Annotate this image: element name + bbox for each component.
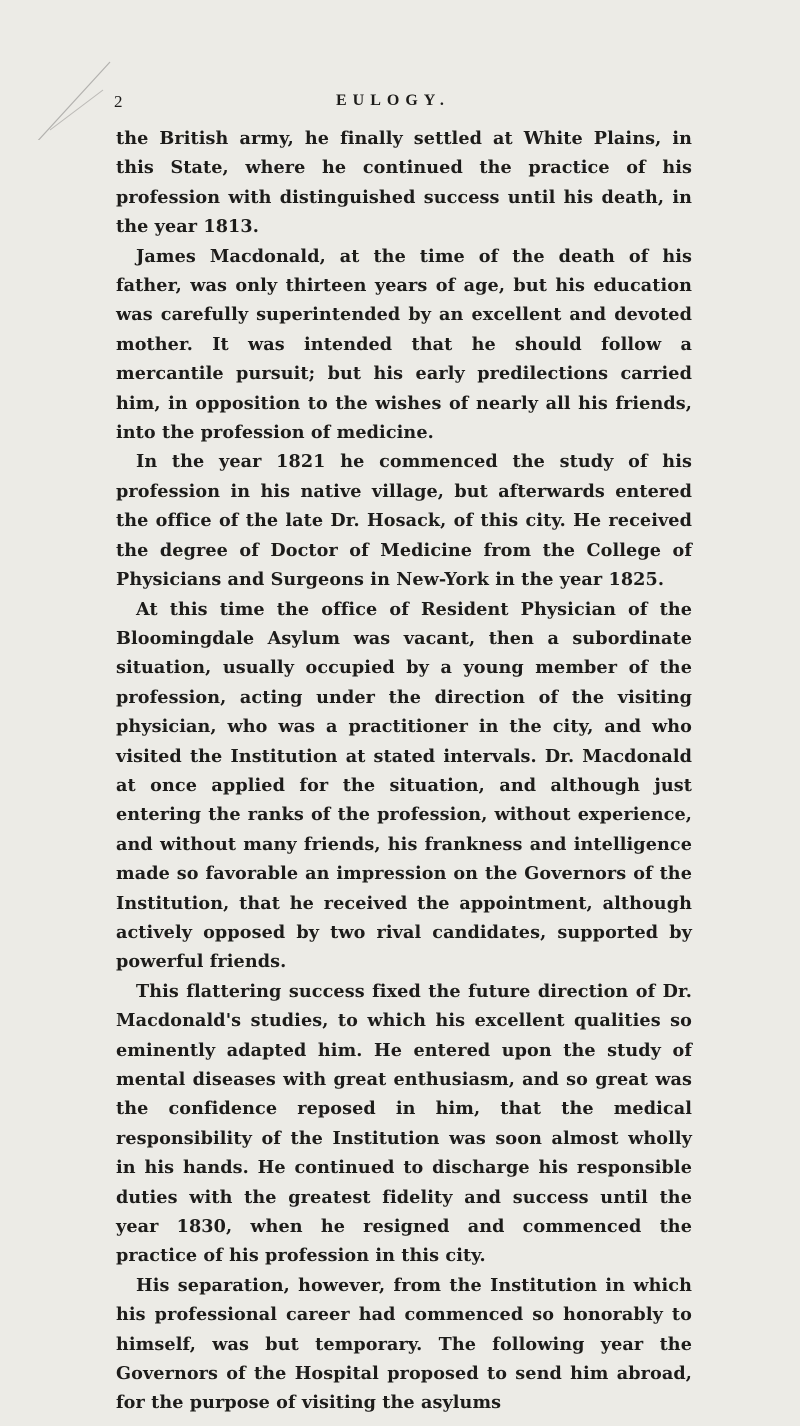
page-header bbox=[114, 92, 674, 116]
running-head: EULOGY. bbox=[336, 92, 450, 109]
paragraph: the British army, he finally settled at White Plains, in this State, where he continued the practice of his profession with distinguished success until his death, in the year 1813. bbox=[116, 128, 692, 238]
page-number: 2 bbox=[114, 92, 124, 111]
margin-pencil-mark bbox=[0, 0, 120, 140]
body-text bbox=[116, 124, 692, 1418]
paragraph: In the year 1821 he commenced the study of his profession in his native village, but afterwards entered the office of the late Dr. Hosack, of this city. He received the degree of Doctor of Medicine from the College of Physicians and Surgeons in New-York in the year 1825. bbox=[116, 451, 692, 591]
paragraph: James Macdonald, at the time of the death of his father, was only thirteen years of age, but his education was carefully superintended by an excellent and devoted mother. It was intended that he should follow a mercantile pursuit; but his early predilections carried him, in opposition to the wishes of nearly all his friends, into the profession of medicine. bbox=[116, 245, 692, 444]
paragraph: This flattering success fixed the future direction of Dr. Macdonald's studies, to which his excellent qualities so eminently adapted him. He entered upon the study of mental diseases with great enthusiasm, and so great was the confidence reposed in him, that the medical responsibility of the Institution was soon almost wholly in his hands. He continued to discharge his responsible duties with the greatest fidelity and success until the year 1830, when he resigned and commenced the practice of his profession in this city. bbox=[116, 980, 692, 1267]
paragraph: His separation, however, from the Institution in which his professional career had commenced so honorably to himself, was but temporary. The following year the Governors of the Hospital proposed to send him abroad, for the purpose of visiting the asylums bbox=[116, 1274, 692, 1414]
paragraph: At this time the office of Resident Physician of the Bloomingdale Asylum was vacant, then a subordinate situation, usually occupied by a young member of the profession, acting under the direction of the visiting physician, who was a practitioner in the city, and who visited the Institution at stated intervals. Dr. Macdonald at once applied for the situation, and although just entering the ranks of the profession, without experience, and without many friends, his frankness and intelligence made so favorable an impression on the Governors of the Institution, that he received the appointment, although actively opposed by two rival candidates, supported by powerful friends. bbox=[116, 598, 692, 973]
